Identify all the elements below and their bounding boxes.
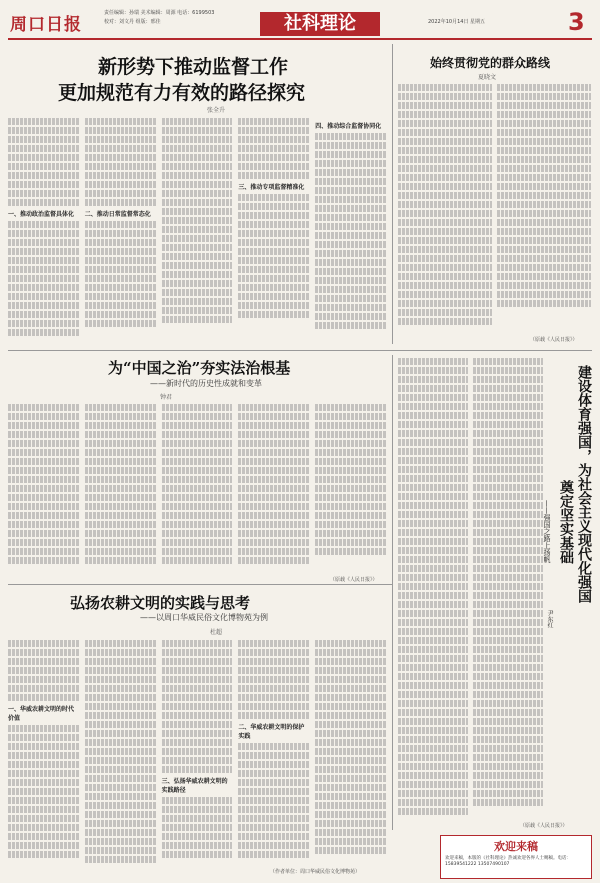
- article-5-author: 杜超: [210, 629, 223, 636]
- editor-info: [104, 9, 214, 27]
- page-number: 3: [568, 8, 585, 36]
- article-5-subhead-1: 一、华威农耕文明的时代价值: [8, 706, 75, 722]
- issue-date: 2022年10月14日 星期五: [428, 19, 486, 25]
- article-1-subhead-3: 三、推动专项监督精准化: [238, 184, 305, 191]
- column-divider-2: [392, 355, 393, 830]
- page-header: [8, 6, 592, 40]
- column-divider-1: [392, 44, 393, 344]
- article-5-source: （作者单位：周口华威民俗文化博物苑）: [270, 869, 361, 875]
- article-2-title: 始终贯彻党的群众路线: [430, 56, 551, 70]
- article-5-subhead-3: 三、弘扬华威农耕文明的实践路径: [161, 778, 228, 794]
- article-2-author: 夏晓文: [478, 74, 497, 81]
- article-3-author: 钟君: [160, 394, 173, 401]
- section-divider-2: [8, 584, 392, 585]
- editor-line-1: 责任编辑：孙瑞 美术编辑：周源 电话：6199503: [104, 10, 215, 16]
- article-4-author: 尹东红: [546, 610, 553, 628]
- article-4-title-col-2: 奠定坚实基础: [558, 480, 574, 564]
- article-1-body: [8, 118, 386, 348]
- article-4-subtitle: ——强国之路上扬帆: [543, 500, 551, 563]
- article-4-title-col-1: 建设体育强国，为社会主义现代化强国: [576, 365, 592, 603]
- article-3-title: 为“中国之治”夯实法治根基: [108, 359, 291, 377]
- article-3-subtitle: ——新时代的历史性成就和变革: [150, 379, 262, 388]
- article-1-title-line-1: 新形势下推动监督工作: [98, 56, 289, 78]
- article-4-source: （原载《人民日报》）: [520, 823, 568, 829]
- article-5-col-4: [238, 640, 309, 865]
- section-divider-1: [8, 350, 592, 351]
- article-5-body: [8, 640, 386, 878]
- article-1-col-4: [238, 118, 309, 338]
- article-5-subhead-2: 二、华威农耕文明的保护实践: [238, 724, 305, 740]
- article-1-subhead-2: 二、推动日常监督常态化: [84, 211, 151, 218]
- article-1-col-5: [315, 118, 386, 338]
- article-5-col-3: [162, 640, 233, 865]
- article-3-source: （原载《人民日报》）: [330, 577, 378, 583]
- welcome-text: 欢迎来稿，本版的《社科理论》热诚欢迎各界人士赐稿。电话：15839541222 13507490107: [445, 856, 571, 867]
- article-3-body: [8, 404, 386, 574]
- editor-line-2: 校对：刘文丹 组版：邢佳: [104, 19, 161, 25]
- article-1-subhead-1: 一、推动政治监督具体化: [8, 211, 75, 218]
- newspaper-logo: 周口日报: [10, 15, 82, 35]
- article-5-subtitle: ——以周口华威民俗文化博物苑为例: [140, 613, 268, 622]
- article-2-source: （原载《人民日报》）: [530, 337, 578, 343]
- article-1-subhead-4: 四、推动综合监督协同化: [315, 123, 382, 130]
- welcome-title: 欢迎来稿: [494, 840, 538, 853]
- article-1-col-3: [162, 118, 233, 338]
- article-4-body: [398, 358, 544, 828]
- section-title: 社科理论: [260, 12, 380, 36]
- article-1-col-2: [85, 118, 156, 338]
- welcome-submissions-box: [440, 835, 592, 879]
- article-5-col-1: [8, 640, 79, 865]
- article-5-title: 弘扬农耕文明的实践与思考: [70, 594, 251, 612]
- article-1-title-line-2: 更加规范有力有效的路径探究: [58, 82, 306, 104]
- article-1-author: 张全升: [207, 107, 226, 114]
- article-2-body: [398, 84, 592, 339]
- article-1-col-1: [8, 118, 79, 338]
